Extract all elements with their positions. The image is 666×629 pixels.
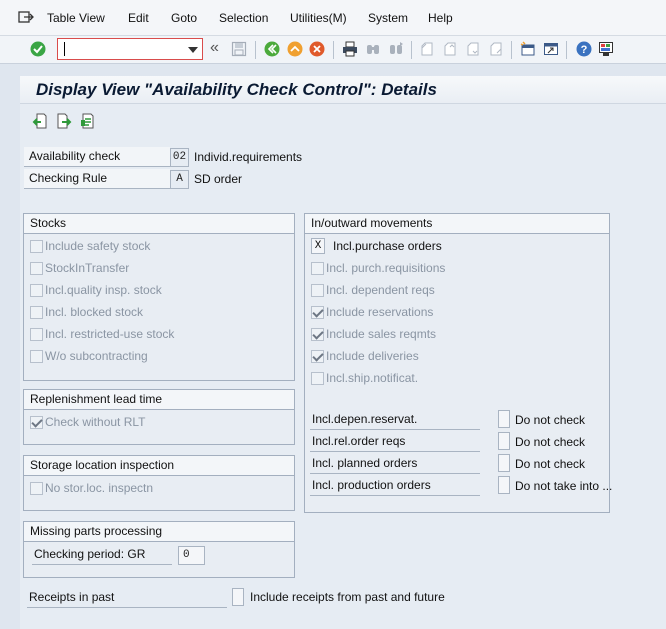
checkbox[interactable] <box>30 482 43 495</box>
checkbox-label: Incl. blocked stock <box>45 305 144 319</box>
menu-help[interactable]: Help <box>428 11 453 25</box>
last-page-icon[interactable] <box>488 41 504 57</box>
missing-parts-group-title: Missing parts processing <box>24 522 294 542</box>
stocks-group <box>23 213 295 381</box>
collapse-icon[interactable]: « <box>210 39 219 56</box>
checkbox[interactable] <box>30 284 43 297</box>
checkbox-checked[interactable] <box>311 328 324 341</box>
checkbox-label: Include reservations <box>326 305 434 319</box>
shortcut-icon[interactable] <box>543 41 559 57</box>
receipts-in-past-label: Receipts in past <box>27 588 227 608</box>
checkbox[interactable] <box>30 350 43 363</box>
page-title: Display View "Availability Check Control": Details <box>36 80 437 99</box>
checkbox-label: W/o subcontracting <box>45 349 148 363</box>
incl-rel-order-reqs-label: Incl.rel.order reqs <box>310 432 480 452</box>
command-input[interactable] <box>60 40 180 58</box>
storage-inspection-group-title: Storage location inspection <box>24 456 294 476</box>
previous-entry-icon[interactable] <box>32 113 48 129</box>
checkbox-label: Incl. restricted-use stock <box>45 327 175 341</box>
cancel-icon[interactable] <box>309 41 325 57</box>
checkbox-checked[interactable] <box>311 350 324 363</box>
replenishment-group-title: Replenishment lead time <box>24 390 294 410</box>
print-icon[interactable] <box>342 41 358 57</box>
menu-goto[interactable]: Goto <box>171 11 198 25</box>
checking-period-label: Checking period: GR <box>32 545 172 565</box>
checkbox-checked[interactable] <box>311 306 324 319</box>
inout-movements-group-title: In/outward movements <box>305 214 609 234</box>
checkbox-label: No stor.loc. inspectn <box>45 481 154 495</box>
menu-system[interactable]: System <box>368 11 409 25</box>
incl-planned-orders-label: Incl. planned orders <box>310 454 480 474</box>
next-entry-icon[interactable] <box>56 113 72 129</box>
purchase-orders-field[interactable]: X <box>311 238 325 254</box>
incl-depen-reservat-text: Do not check <box>515 413 586 427</box>
incl-rel-order-reqs-field[interactable] <box>498 432 510 450</box>
menu-exit-icon[interactable] <box>18 10 34 24</box>
incl-depen-reservat-field[interactable] <box>498 410 510 428</box>
menu-selection[interactable]: Selection <box>219 11 269 25</box>
missing-parts-group <box>23 521 295 578</box>
incl-planned-orders-text: Do not check <box>515 457 586 471</box>
incl-production-orders-label: Incl. production orders <box>310 476 480 496</box>
standard-toolbar <box>0 36 666 64</box>
incl-rel-order-reqs-text: Do not check <box>515 435 586 449</box>
toolbar-separator <box>333 41 334 59</box>
checking-rule-value: A <box>170 170 189 189</box>
checking-period-field[interactable]: 0 <box>178 546 205 565</box>
text-cursor <box>64 42 65 56</box>
checkbox[interactable] <box>311 262 324 275</box>
checkbox[interactable] <box>311 284 324 297</box>
exit-icon[interactable] <box>287 41 303 57</box>
inout-movements-group <box>304 213 613 513</box>
checkbox-checked[interactable] <box>30 416 43 429</box>
create-session-icon[interactable] <box>520 41 536 57</box>
incl-production-orders-field[interactable] <box>498 476 510 494</box>
menu-bar <box>0 0 666 36</box>
next-page-icon[interactable] <box>465 41 481 57</box>
application-toolbar <box>20 104 666 138</box>
checking-rule-label: Checking Rule <box>24 169 170 189</box>
checking-rule-text: SD order <box>194 172 243 186</box>
save-icon[interactable] <box>231 41 247 57</box>
first-page-icon[interactable] <box>419 41 435 57</box>
incl-production-orders-text: Do not take into ... <box>515 479 613 493</box>
availability-check-value: 02 <box>170 148 189 167</box>
command-field[interactable] <box>57 38 203 60</box>
purchase-orders-label: Incl.purchase orders <box>333 239 442 253</box>
stocks-group-title: Stocks <box>24 214 294 234</box>
checkbox[interactable] <box>30 262 43 275</box>
checkbox[interactable] <box>30 306 43 319</box>
other-entry-icon[interactable] <box>80 113 96 129</box>
svg-text:?: ? <box>580 44 588 56</box>
toolbar-separator <box>511 41 512 59</box>
help-icon[interactable] <box>576 41 592 57</box>
incl-depen-reservat-label: Incl.depen.reservat. <box>310 410 480 430</box>
receipts-in-past-text: Include receipts from past and future <box>250 590 445 604</box>
checkbox[interactable] <box>311 372 324 385</box>
checkbox-label: Incl.ship.notificat. <box>326 371 419 385</box>
enter-icon[interactable] <box>30 41 46 57</box>
toolbar-separator <box>566 41 567 59</box>
toolbar-separator <box>411 41 412 59</box>
menu-edit[interactable]: Edit <box>128 11 149 25</box>
checkbox-label: Include safety stock <box>45 239 151 253</box>
incl-planned-orders-field[interactable] <box>498 454 510 472</box>
previous-page-icon[interactable] <box>442 41 458 57</box>
toolbar-separator <box>255 41 256 59</box>
replenishment-group <box>23 389 295 445</box>
customize-layout-icon[interactable] <box>598 41 614 57</box>
checkbox-label: StockInTransfer <box>45 261 130 275</box>
checkbox[interactable] <box>30 240 43 253</box>
menu-table-view[interactable]: Table View <box>47 11 105 25</box>
find-next-icon[interactable] <box>388 41 404 57</box>
checkbox-label: Include deliveries <box>326 349 419 363</box>
storage-inspection-group <box>23 455 295 511</box>
availability-check-text: Individ.requirements <box>194 150 303 164</box>
main-content <box>20 76 666 629</box>
find-icon[interactable] <box>365 41 381 57</box>
checkbox-label: Incl.quality insp. stock <box>45 283 162 297</box>
title-bar <box>20 76 666 104</box>
menu-utilities[interactable]: Utilities(M) <box>290 11 347 25</box>
availability-check-label: Availability check <box>24 147 170 167</box>
checkbox-label: Incl. dependent reqs <box>326 283 435 297</box>
receipts-in-past-field[interactable] <box>232 588 244 606</box>
back-icon[interactable] <box>264 41 280 57</box>
checkbox-label: Check without RLT <box>45 415 146 429</box>
checkbox-label: Incl. purch.requisitions <box>326 261 446 275</box>
checkbox-label: Include sales reqmts <box>326 327 437 341</box>
checkbox[interactable] <box>30 328 43 341</box>
command-dropdown-icon[interactable] <box>188 47 198 53</box>
